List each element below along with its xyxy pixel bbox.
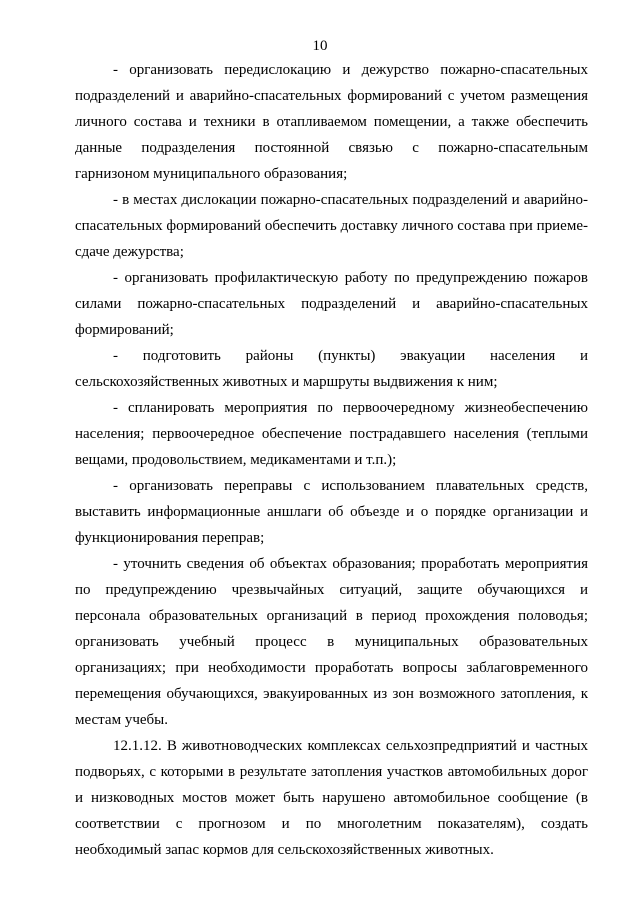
paragraph-crossings: - организовать переправы с использованием плавательных средств, выставить информационные аншлаги об объезде и о порядке организации и функционирования переправ; — [75, 478, 588, 546]
paragraph-education: - уточнить сведения об объектах образования; проработать мероприятия по предупреждению чрезвычайных ситуаций, защите обучающихся и персонала образовательных организаций в период прохождения половодья; организовать учебный процесс в муниципальных образовательных организациях; при необходимости проработать вопросы заблаговременного перемещения обучающихся, эвакуированных из зон возможного затопления, к местам учебы. — [75, 556, 588, 728]
paragraph-evacuation-areas: - подготовить районы (пункты) эвакуации населения и сельскохозяйственных животных и маршруты выдвижения к ним; — [75, 348, 588, 390]
document-body — [75, 57, 588, 863]
paragraph-12-1-12: 12.1.12. В животноводческих комплексах сельхозпредприятий и частных подворьях, с которыми в результате затопления участков автомобильных дорог и низководных мостов может быть нарушено автомобильное сообщение (в соответствии с прогнозом и по многолетним показателям), создать необходимый запас кормов для сельскохозяйственных животных. — [75, 738, 588, 858]
paragraph-fire-prevention: - организовать профилактическую работу по предупреждению пожаров силами пожарно-спасательных подразделений и аварийно-спасательных формирований; — [75, 270, 588, 338]
paragraph-personnel-delivery: - в местах дислокации пожарно-спасательных подразделений и аварийно-спасательных формирований обеспечить доставку личного состава при приеме-сдаче дежурства; — [75, 192, 588, 260]
page-number: 10 — [312, 38, 328, 54]
paragraph-relocation: - организовать передислокацию и дежурство пожарно-спасательных подразделений и аварийно-спасательных формирований с учетом размещения личного состава и техники в отапливаемом помещении, а также обеспечить данные подразделения постоянной связью с пожарно-спасательным гарнизоном муниципального образования; — [75, 62, 588, 182]
paragraph-life-support: - спланировать мероприятия по первоочередному жизнеобеспечению населения; первоочередное обеспечение пострадавшего населения (теплыми вещами, продовольствием, медикаментами и т.п.); — [75, 400, 588, 468]
